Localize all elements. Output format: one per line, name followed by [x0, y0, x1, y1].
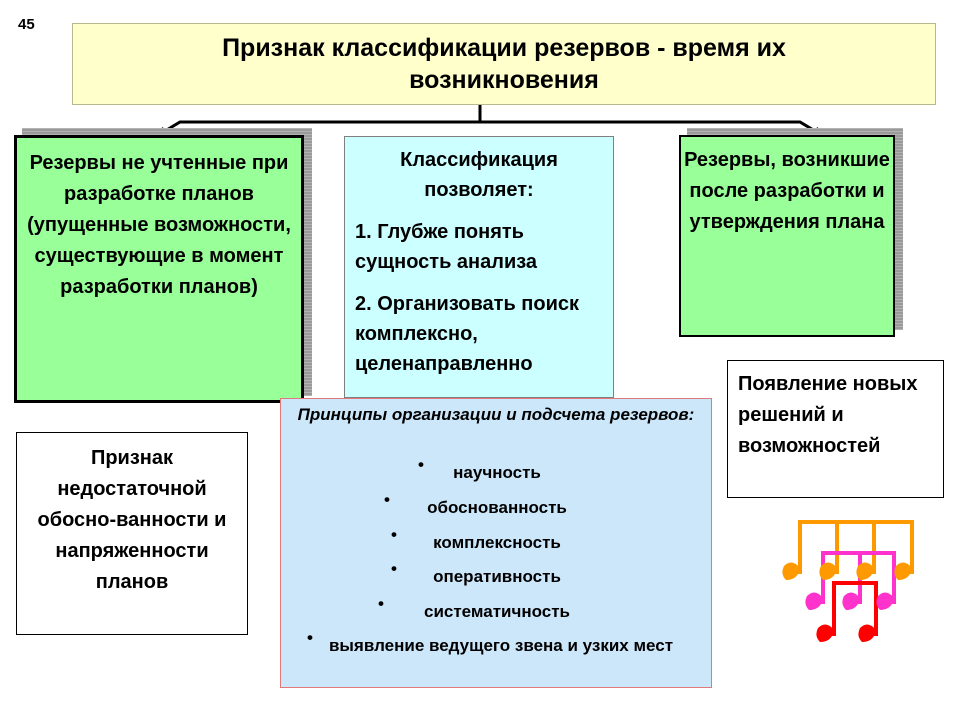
unaccounted-reserves-text: Резервы не учтенные при разработке планов (упущенные возможности, существующие в момент разработки планов)	[27, 152, 291, 298]
bullet-icon: •	[378, 594, 384, 613]
principle-label: обоснованность	[427, 498, 567, 517]
principles-title: Принципы организации и подсчета резервов:	[297, 405, 695, 424]
bullet-icon: •	[391, 559, 397, 578]
new-reserves-text: Резервы, возникшие после разработки и утверждения плана	[684, 149, 890, 233]
principle-label: систематичность	[423, 602, 571, 621]
insufficient-justification-text: Признак недостаточной обосно-ванности и напряженности планов	[37, 447, 227, 593]
bullet-icon: •	[391, 525, 397, 544]
bullet-icon: •	[384, 490, 390, 509]
principle-label: оперативность	[433, 567, 561, 586]
principle-label: комплексность	[433, 533, 561, 552]
classification-heading: Классификация позволяет:	[400, 149, 558, 201]
bullet-icon: •	[418, 455, 424, 474]
new-solutions-text: Появление новых решений и возможностей	[738, 373, 918, 457]
slide-title-text: Признак классификации резервов - время их возникновения	[222, 34, 786, 94]
classification-item: 1. Глубже понять сущность анализа	[355, 221, 538, 273]
slide-number: 45	[18, 16, 35, 33]
bullet-icon: •	[307, 628, 313, 647]
principle-label: научность	[453, 463, 541, 482]
principle-label: выявление ведущего звена и узких мест	[328, 636, 674, 655]
classification-item: 2. Организовать поиск комплексно, целенаправленно	[355, 293, 580, 375]
